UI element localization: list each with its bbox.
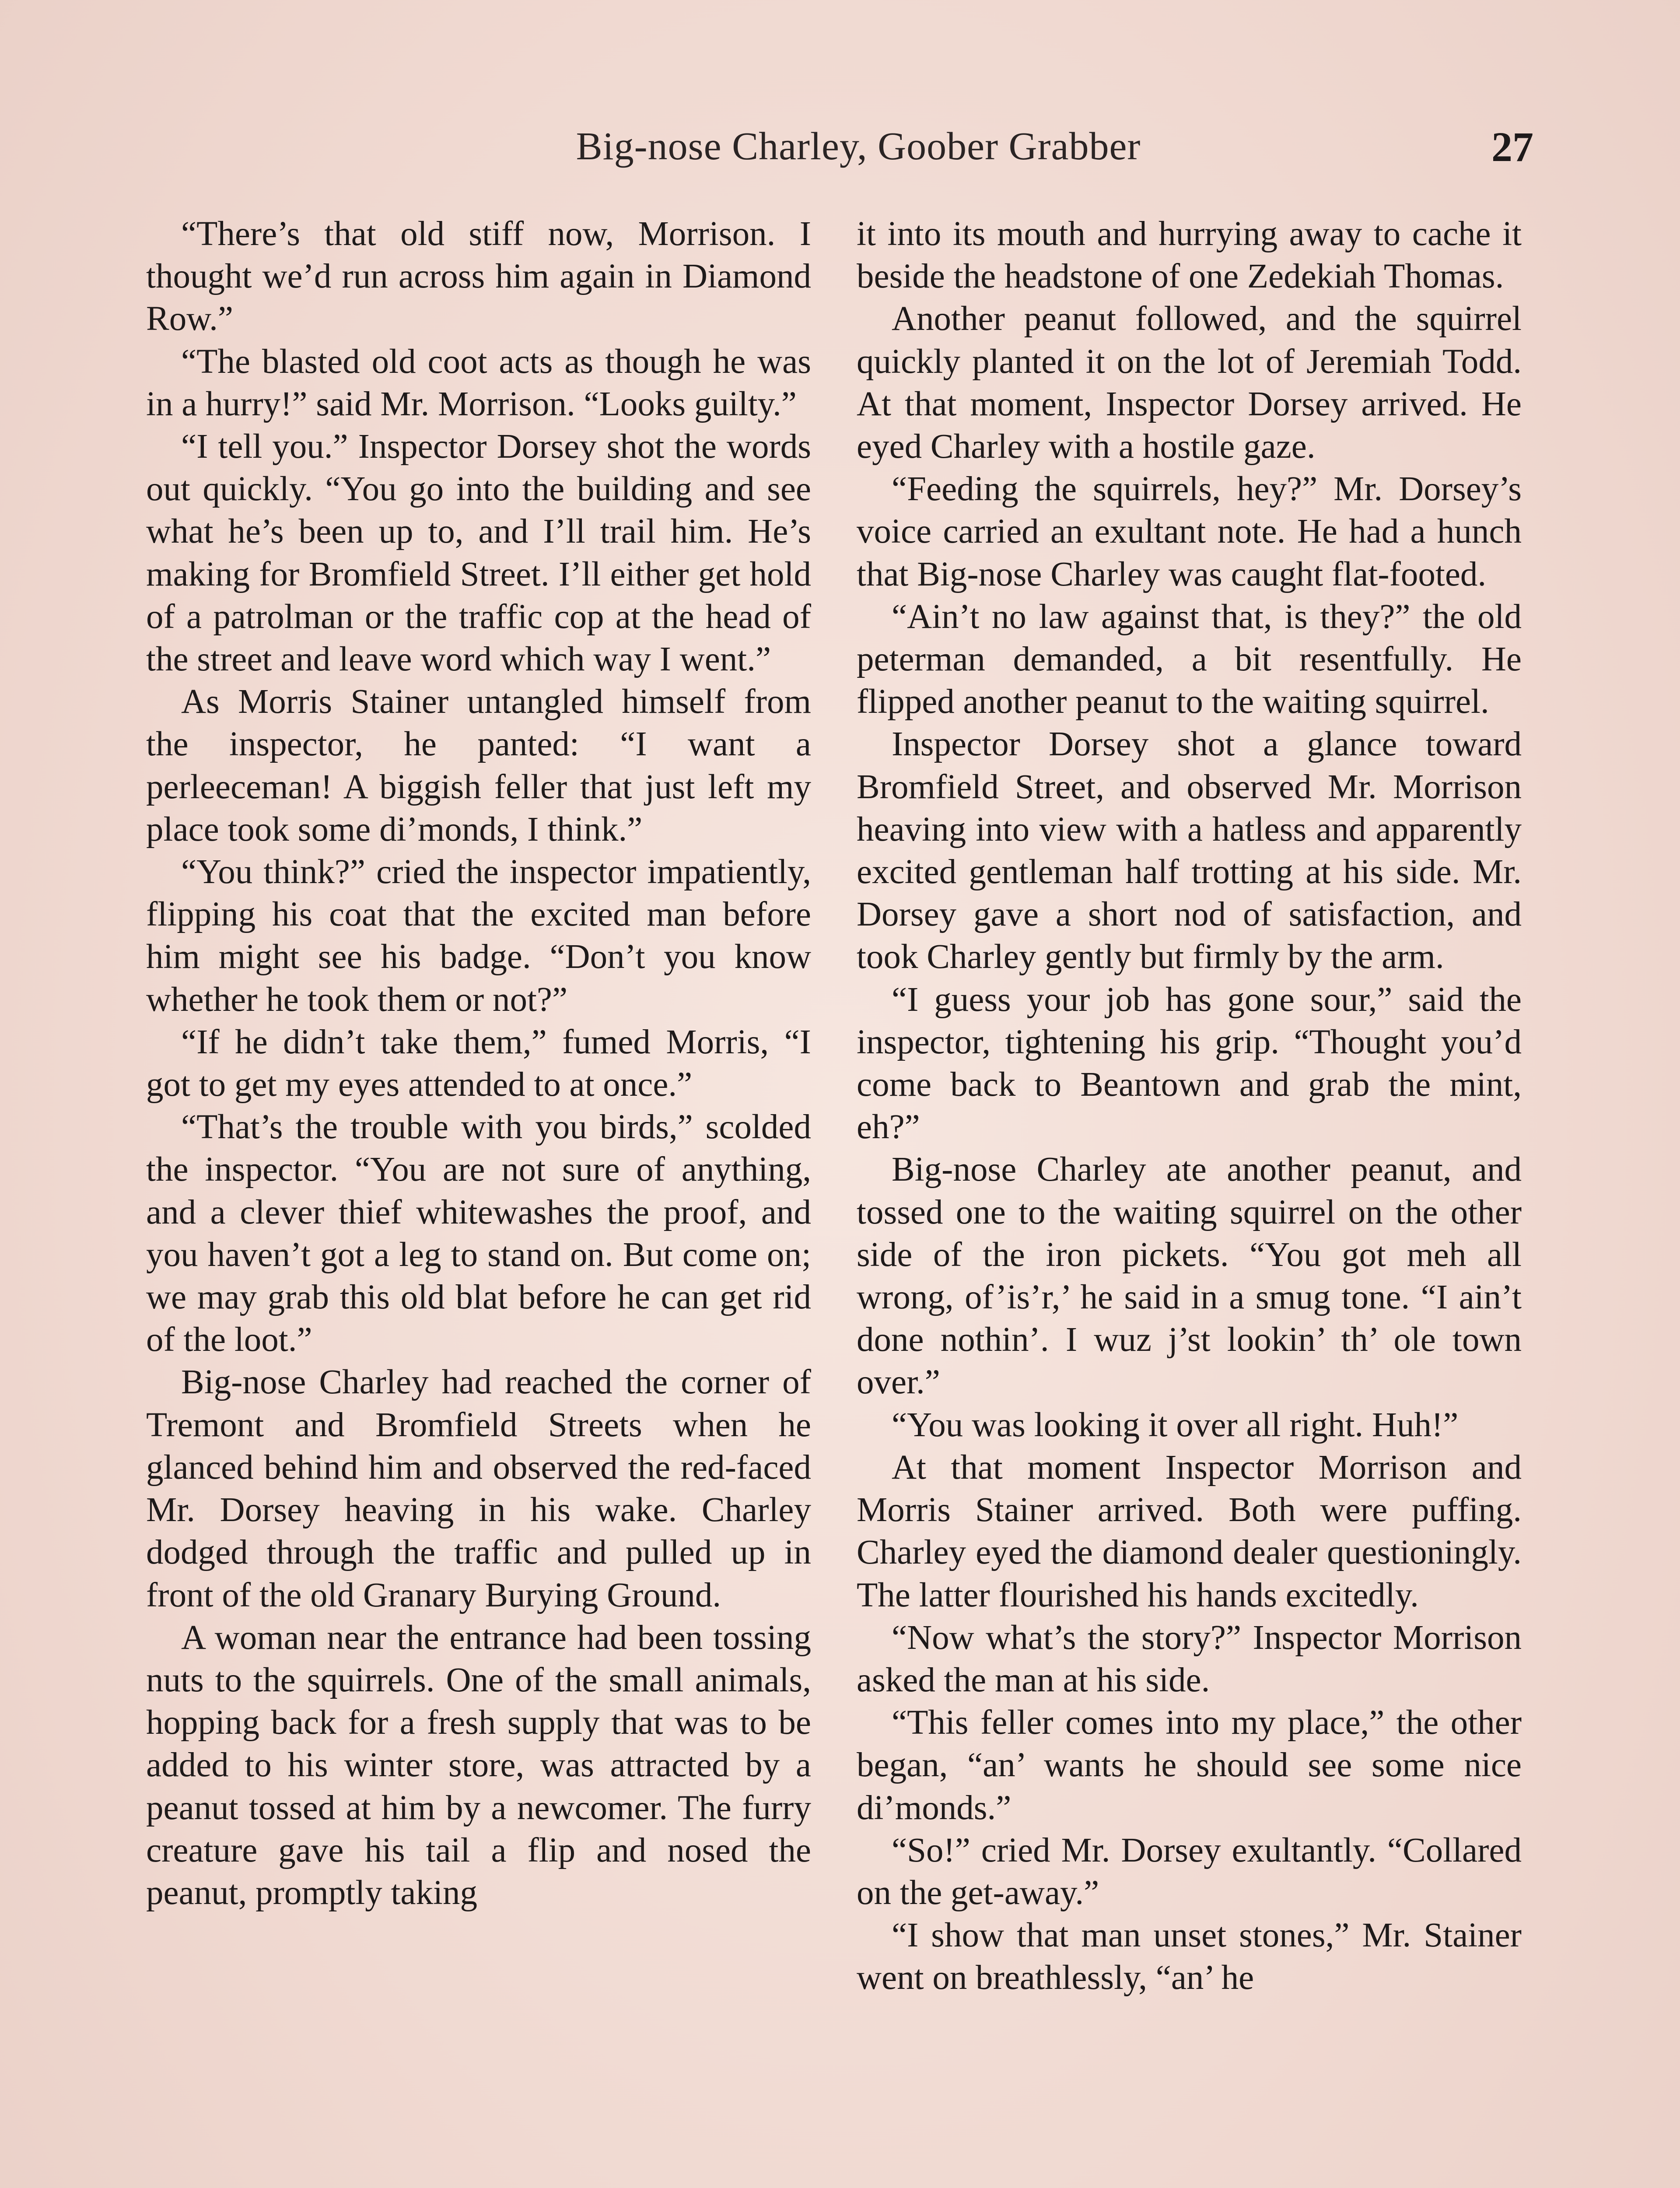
left-text-column xyxy=(146,213,811,1914)
paragraph: “This feller comes into my place,” the other began, “an’ wants he should see some nice di’monds.” xyxy=(857,1704,1522,1827)
paragraph: “I tell you.” Inspector Dorsey shot the words out quickly. “You go into the building and see what he’s been up to, and I’ll trail him. He’s making for Bromfield Street. I’ll either get hold of a patrolman or the traffic cop at the head of the street and leave word which way I went.” xyxy=(146,428,811,679)
paragraph: “I show that man unset stones,” Mr. Stainer went on breathlessly, “an’ he xyxy=(857,1916,1522,1997)
paragraph: “So!” cried Mr. Dorsey exultantly. “Collared on the get-away.” xyxy=(857,1831,1522,1912)
paragraph: “Feeding the squirrels, hey?” Mr. Dorsey’s voice carried an exultant note. He had a hunch that Big-nose Charley was caught flat-footed. xyxy=(857,470,1522,593)
paragraph: Inspector Dorsey shot a glance toward Bromfield Street, and observed Mr. Morrison heaving into view with a hatless and apparently excited gentleman half trotting at his side. Mr. Dorsey gave a short nod of satisfaction, and took Charley gently but firmly by the arm. xyxy=(857,725,1522,976)
paragraph: “That’s the trouble with you birds,” scolded the inspector. “You are not sure of anything, and a clever thief whitewashes the proof, and you haven’t got a leg to stand on. But come on; we may grab this old blat before he can get rid of the loot.” xyxy=(146,1108,811,1359)
paragraph: Another peanut followed, and the squirrel quickly planted it on the lot of Jeremiah Todd. At that moment, Inspector Dorsey arrived. He eyed Charley with a hostile gaze. xyxy=(857,300,1522,466)
paragraph: Big-nose Charley ate another peanut, and tossed one to the waiting squirrel on the other side of the iron pickets. “You got meh all wrong, of’is’r,’ he said in a smug tone. “I ain’t done nothin’. I wuz j’st lookin’ th’ ole town over.” xyxy=(857,1150,1522,1402)
paragraph: A woman near the entrance had been tossing nuts to the squirrels. One of the small animals, hopping back for a fresh supply that was to be added to his winter store, was attracted by a peanut tossed at him by a newcomer. The furry creature gave his tail a flip and nosed the peanut, promptly taking xyxy=(146,1618,811,1912)
paragraph-continuation: it into its mouth and hurrying away to cache it beside the headstone of one Zedekiah Thomas. xyxy=(857,215,1522,296)
paragraph: Big-nose Charley had reached the corner of Tremont and Bromfield Streets when he glanced behind him and observed the red-faced Mr. Dorsey heaving in his wake. Charley dodged through the traffic and pulled up in front of the old Granary Burying Ground. xyxy=(146,1363,811,1614)
paragraph: “You think?” cried the inspector impatiently, flipping his coat that the excited man before him might see his badge. “Don’t you know whether he took them or not?” xyxy=(146,853,811,1019)
paragraph: “There’s that old stiff now, Morrison. I thought we’d run across him again in Diamond Row.” xyxy=(146,215,811,338)
right-text-column xyxy=(857,213,1522,1999)
running-title: Big-nose Charley, Goober Grabber xyxy=(576,125,1141,168)
paragraph: At that moment Inspector Morrison and Morris Stainer arrived. Both were puffing. Charley eyed the diamond dealer questioningly. The latter flourished his hands excitedly. xyxy=(857,1448,1522,1614)
page-number: 27 xyxy=(1491,123,1533,170)
paragraph: “Now what’s the story?” Inspector Morrison asked the man at his side. xyxy=(857,1618,1522,1699)
paragraph: “If he didn’t take them,” fumed Morris, “I got to get my eyes attended to at once.” xyxy=(146,1023,811,1104)
paragraph: “The blasted old coot acts as though he was in a hurry!” said Mr. Morrison. “Looks guilty.” xyxy=(146,342,811,423)
paragraph: “I guess your job has gone sour,” said the inspector, tightening his grip. “Thought you’d come back to Beantown and grab the mint, eh?” xyxy=(857,980,1522,1147)
paragraph: “Ain’t no law against that, is they?” the old peterman demanded, a bit resentfully. He flipped another peanut to the waiting squirrel. xyxy=(857,597,1522,721)
paragraph: As Morris Stainer untangled himself from the inspector, he panted: “I want a perleeceman! A biggish feller that just left my place took some di’monds, I think.” xyxy=(146,683,811,849)
paragraph: “You was looking it over all right. Huh!” xyxy=(892,1406,1459,1444)
